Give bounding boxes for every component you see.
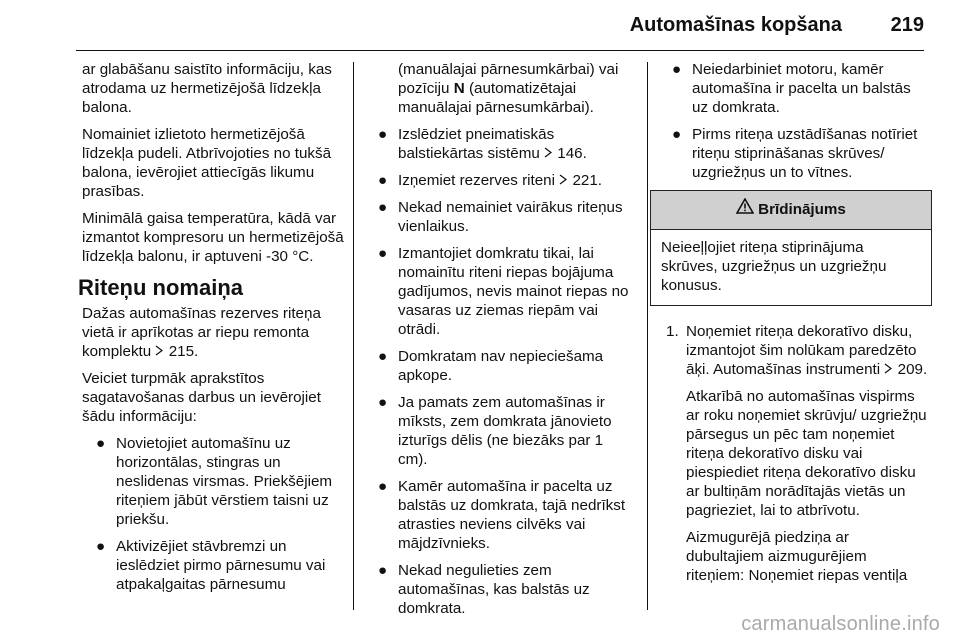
list-item: ● Neiedarbiniet motoru, kamēr automašīna ir pacelta un balstās uz domkrata. xyxy=(672,61,911,116)
numbered-list xyxy=(666,322,928,585)
page-reference: 215. xyxy=(168,343,199,360)
bullet-icon: ● xyxy=(378,478,388,495)
list-item: ● Nekad nemainiet vairākus riteņus vienlaikus. xyxy=(378,199,623,235)
column-divider xyxy=(353,62,354,610)
warning-box xyxy=(650,190,932,306)
list-item: ● Novietojiet automašīnu uz horizontālas, stingras un neslidenas virsmas. Priekšējiem riteņiem jābūt vērstiem taisni uz priekšu. xyxy=(96,435,333,528)
column-3 xyxy=(661,60,928,593)
list-item: ● Izslēdziet pneimatiskās balstiekārtas sistēmu 146. xyxy=(378,126,587,162)
column-1 xyxy=(78,60,350,602)
paragraph: Minimālā gaisa temperatūra, kādā var izmantot kompresoru un hermetizējošā līdzekļa balonu, ir aptuveni -30 °C. xyxy=(82,210,344,265)
list-item: ● Izmantojiet domkratu tikai, lai nomainītu riteni riepas bojājuma gadījumos, nevis mainot riepas no vasaras uz ziemas riepām vai otrādi. xyxy=(378,245,629,338)
list-item: ● Izņemiet rezerves riteni 221. xyxy=(378,172,603,189)
page-reference-icon xyxy=(884,360,893,379)
gear-position-label: N xyxy=(453,80,465,97)
step-number: 1. xyxy=(666,323,679,340)
bullet-icon: ● xyxy=(378,245,388,262)
page-reference: 146. xyxy=(557,145,587,162)
column-2 xyxy=(376,60,636,626)
bullet-icon: ● xyxy=(378,126,388,143)
section-title: Automašīnas kopšana xyxy=(629,14,842,36)
list-item: ● Kamēr automašīna ir pacelta uz balstās uz domkrata, tajā nedrīkst atrasties neviens cilvēks vai mājdzīvnieks. xyxy=(378,478,626,552)
warning-title: Brīdinājums xyxy=(758,201,846,219)
paragraph: Aizmugurējā piedziņa ar dubultajiem aizmugurējiem riteņiem: Noņemiet riepas ventiļa xyxy=(686,529,908,584)
bullet-icon: ● xyxy=(96,538,106,555)
page-reference-icon xyxy=(544,144,553,163)
list-item: ● Nekad negulieties zem automašīnas, kas balstās uz domkrata. xyxy=(378,562,590,617)
list-item: 1. Noņemiet riteņa dekoratīvo disku, izmantojot šim nolūkam paredzēto āķi. Automašīnas instrumenti 209. Atkarībā no automašīnas vispirms ar roku noņemiet skrūvju/ uzgriežņu pārsegus un pēc tam noņemiet riteņa dekoratīvo disku vai piespiediet riteņa dekoratīvo disku ar bultiņām norādītajās vietās un pagrieziet, lai to atbrīvotu. Aizmugurējā piedziņa ar dubultajiem aizmugurējiem riteņiem: Noņemiet riepas ventiļa xyxy=(666,323,928,584)
bullet-icon: ● xyxy=(378,394,388,411)
bullet-icon: ● xyxy=(378,199,388,216)
bullet-icon: ● xyxy=(378,172,388,189)
page-reference-icon xyxy=(155,342,164,361)
bullet-list xyxy=(376,125,636,618)
list-item: ● Pirms riteņa uzstādīšanas notīriet riteņu stiprināšanas skrūves/ uzgriežņus un to vītnes. xyxy=(672,126,918,181)
page-reference-icon xyxy=(559,171,568,190)
list-item: ● Aktivizējiet stāvbremzi un ieslēdziet pirmo pārnesumu vai atpakaļgaitas pārnesumu xyxy=(96,538,326,593)
paragraph-text: Dažas automašīnas rezerves riteņa vietā ir aprīkotas ar riepu remonta komplektu xyxy=(82,305,321,360)
bullet-icon: ● xyxy=(378,562,388,579)
warning-header xyxy=(651,191,931,230)
list-item: ● Ja pamats zem automašīnas ir mīksts, zem domkrata jānovieto izturīgs dēlis (ne biezāks par 1 cm). xyxy=(378,394,612,468)
paragraph: (manuālajai pārnesumkārbai) vai pozīciju N (automatizētajai manuālajai pārnesumkārbai). xyxy=(398,61,619,116)
paragraph: Veiciet turpmāk aprakstītos sagatavošanas darbus un ievērojiet šādu informāciju: xyxy=(82,370,321,425)
paragraph: Nomainiet izlietoto hermetizējošā līdzekļa pudeli. Atbrīvojoties no tukšā balona, ievērojiet attiecīgās likumu prasības. xyxy=(82,126,332,200)
bullet-icon: ● xyxy=(96,435,106,452)
header-divider xyxy=(76,50,924,51)
bullet-icon: ● xyxy=(672,61,682,78)
page-number: 219 xyxy=(890,14,924,36)
section-heading: Riteņu nomaiņa xyxy=(78,275,244,300)
list-item: ● Domkratam nav nepieciešama apkope. xyxy=(378,348,604,384)
column-divider xyxy=(647,62,648,610)
bullet-list xyxy=(670,60,928,182)
page-reference: 221. xyxy=(572,172,603,189)
page-reference: 209. xyxy=(897,361,928,378)
bullet-icon: ● xyxy=(378,348,388,365)
warning-text: Neieeļļojiet riteņa stiprinājuma skrūves, uzgriežņus un uzgriežņu konusus. xyxy=(661,239,887,294)
bullet-list xyxy=(82,434,350,594)
paragraph xyxy=(82,304,350,361)
paragraph: ar glabāšanu saistīto informāciju, kas atrodama uz hermetizējošā līdzekļa balona. xyxy=(82,61,332,116)
watermark-text: carmanualsonline.info xyxy=(741,613,940,635)
bullet-icon: ● xyxy=(672,126,682,143)
paragraph: Atkarībā no automašīnas vispirms ar roku noņemiet skrūvju/ uzgriežņu pārsegus un pēc tam noņemiet riteņa dekoratīvo disku vai piespiediet riteņa dekoratīvo disku ar bultiņām norādītajās vietās un pagrieziet, lai to atbrīvotu. xyxy=(686,388,927,519)
page-header xyxy=(0,0,960,60)
warning-icon xyxy=(736,191,754,229)
